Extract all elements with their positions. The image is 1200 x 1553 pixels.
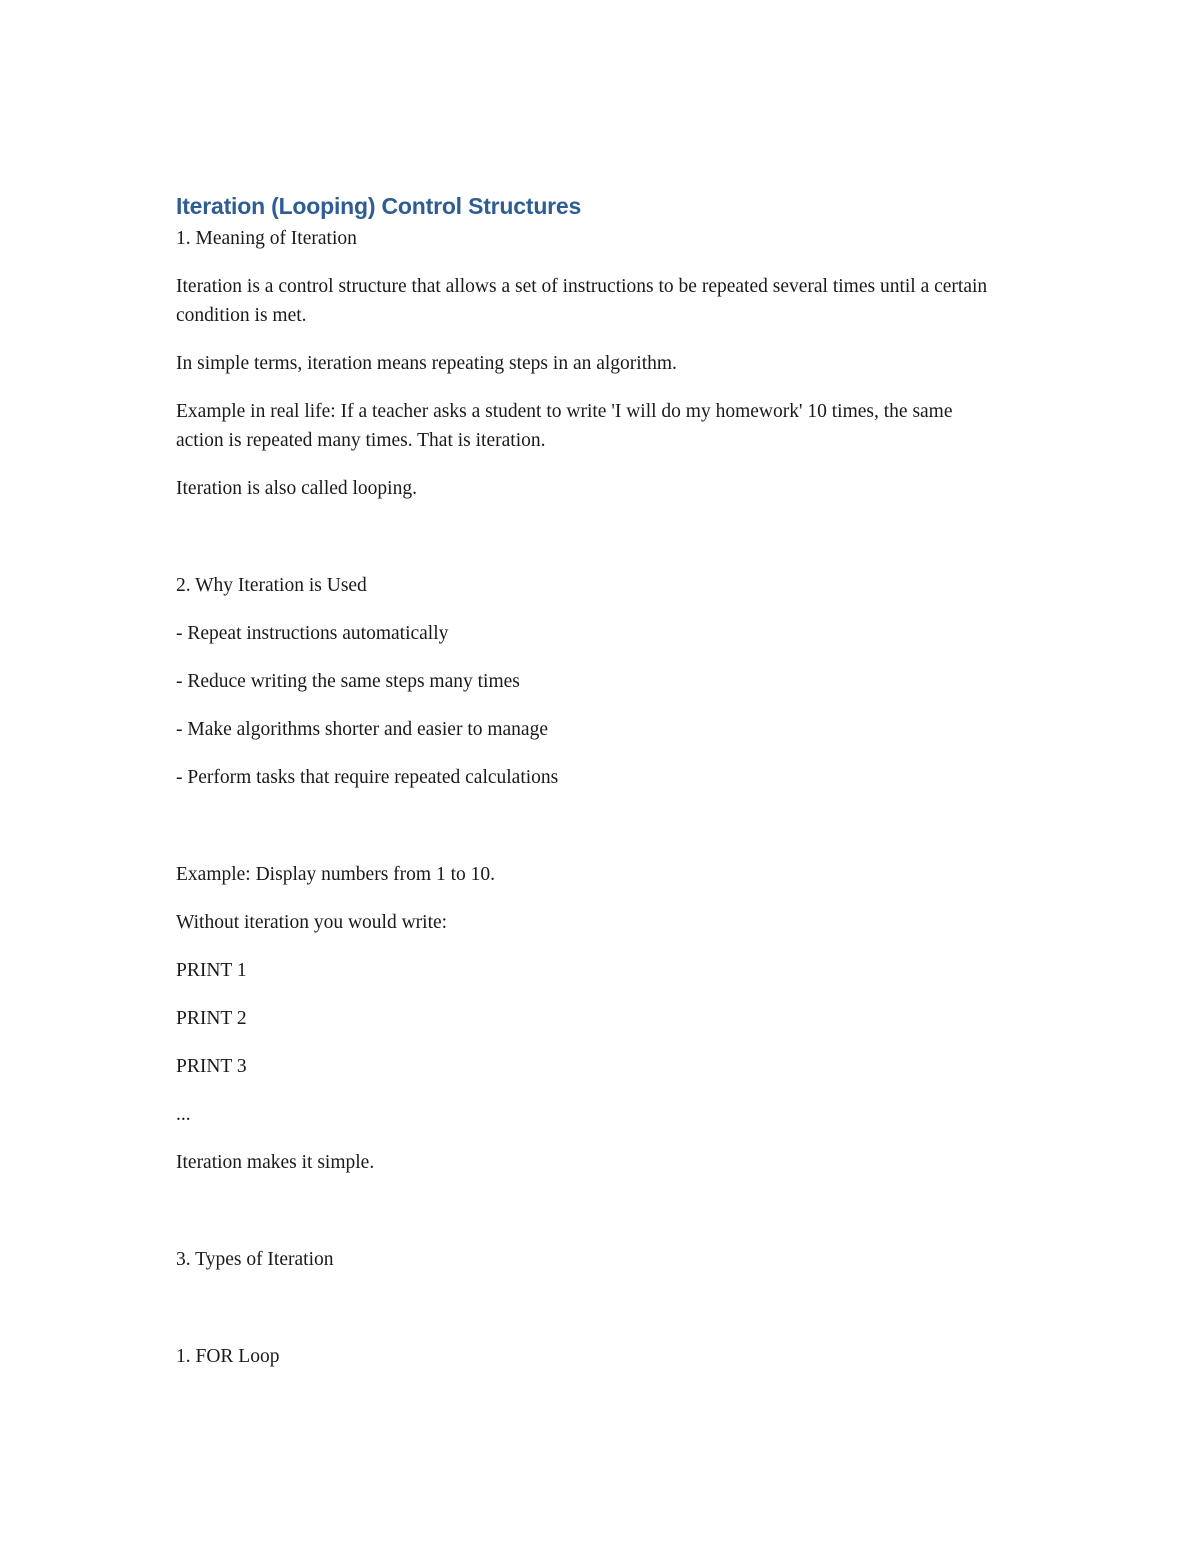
code-line: PRINT 3 — [176, 1056, 247, 1077]
bullet-item: - Make algorithms shorter and easier to manage — [176, 719, 548, 740]
code-line: PRINT 2 — [176, 1008, 247, 1029]
section-heading-types: 3. Types of Iteration — [176, 1249, 334, 1270]
paragraph-also-called: Iteration is also called looping. — [176, 478, 417, 499]
paragraph-simple-terms: In simple terms, iteration means repeating steps in an algorithm. — [176, 353, 677, 374]
bullet-item: - Reduce writing the same steps many times — [176, 671, 520, 692]
paragraph-definition: Iteration is a control structure that allows a set of instructions to be repeated several times until a certain condition is met. — [176, 276, 988, 326]
code-ellipsis: ... — [176, 1104, 191, 1125]
example-intro: Example: Display numbers from 1 to 10. — [176, 864, 495, 885]
document-body — [176, 188, 1026, 1371]
section-heading-meaning: 1. Meaning of Iteration — [176, 228, 357, 249]
paragraph-real-life-example: Example in real life: If a teacher asks a student to write 'I will do my homework' 10 times, the same action is repeated many times. That is iteration. — [176, 401, 953, 451]
subheading-for-loop: 1. FOR Loop — [176, 1346, 280, 1367]
section-heading-why: 2. Why Iteration is Used — [176, 575, 367, 596]
code-line: PRINT 1 — [176, 960, 247, 981]
document-title: Iteration (Looping) Control Structures — [176, 193, 582, 219]
bullet-item: - Repeat instructions automatically — [176, 623, 449, 644]
bullet-item: - Perform tasks that require repeated calculations — [176, 767, 559, 788]
example-conclusion: Iteration makes it simple. — [176, 1152, 375, 1173]
example-without-iteration: Without iteration you would write: — [176, 912, 448, 933]
